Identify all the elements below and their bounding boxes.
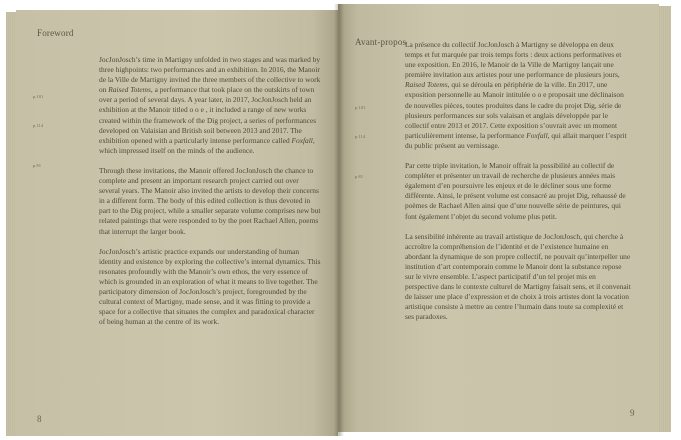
paragraph: JocJonJosch’s time in Martigny unfolded in two stages and was marked by three highpoints: two performances and an exhibition. In 2016, the Manoir de la Ville de Martigny invited the three members of the collective to work on Raised Totems, a performance that took place on the outskirts of town over a period of several days. A year later, in 2017, JocJonJosch held an exhibition at the Manoir titled o o e , it included a range of new works created within the framework of the Dig project, a series of performances developed on Valaisian and British soil between 2013 and 2017. The exhibition opened with a particularly intense performance called Foxfall, which impressed itself on the minds of the audience. — [99, 55, 321, 155]
page-heading: Avant-propos — [355, 37, 407, 47]
margin-note: p.101 — [33, 94, 44, 99]
margin-note: p.101 — [355, 105, 366, 110]
paragraph: Through these invitations, the Manoir offered JocJonJosch the chance to complete and present an important research project carried out over several years. The Manoir also invited the artists to develop their concerns in a different form. The body of this edited collection is thus devoted in part to the Dig project, while a smaller separate volume comprises new but related paintings that were responded to by the poet Rachael Allen, poems that interrupt the larger book. — [99, 165, 321, 236]
body-text — [405, 40, 631, 332]
margin-note: p.114 — [355, 134, 366, 139]
right-page — [338, 4, 659, 432]
paragraph: La présence du collectif JocJonJosch à Martigny se développa en deux temps et fut marquée par trois temps forts : deux actions performatives et une exposition. En 2016, le Manoir de la Ville de Martigny lançait une première invitation aux artistes pour une performance de plusieurs jours, Raised Totems, qui se déroula en périphérie de la ville. En 2017, une exposition personnelle au Manoir intitulée o o e proposait une déclinaison de nouvelles pièces, toutes produites dans le cadre du projet Dig, série de plusieurs performances sur sols valaisan et anglais développée par le collectif entre 2013 et 2017. Cette exposition s’ouvrait avec un moment particulièrement intense, la performance Foxfall, qui allait marquer l’esprit du public présent au vernissage. — [405, 40, 627, 150]
left-page — [16, 10, 338, 436]
book-gutter — [334, 4, 344, 436]
page-number: 8 — [37, 414, 42, 424]
page-heading: Foreword — [37, 28, 74, 38]
paragraph: JocJonJosch’s artistic practice expands our understanding of human identity and existence by exploring the collective’s internal dynamics. This resonates profoundly with the Manoir’s own ethos, the very essence of which is grounded in an exploration of what it means to live together. The participatory dimension of JocJonJosch’s project, foregrounded by the cultural context of Martigny, made sense, and it was fitting to provide a space for a collective that situates the complex and paradoxical character of being human at the centre of its work. — [99, 246, 321, 327]
margin-note: p.114 — [33, 123, 44, 128]
margin-note: p.81 — [355, 174, 364, 179]
body-text — [99, 55, 321, 337]
page-number: 9 — [630, 408, 635, 418]
margin-note: p.81 — [33, 163, 42, 168]
paragraph: La sensibilité inhérente au travail artistique de JocJonJosch, qui cherche à accroître la compréhension de l’identité et de l’existence humaine en abordant la dynamique de son propre collectif, ne pouvait qu’interpeller une institution d’art contemporain comme le Manoir dont la substance repose sur le vivre ensemble. L’aspect participatif d’un tel projet mis en perspective dans le contexte culturel de Martigny faisait sens, et il convenait de laisser une place d’expression et de choix à trois artistes dont la vocation artistique consiste à mettre au centre l’humain dans toute sa complexité et ses paradoxes. — [405, 231, 631, 322]
paragraph: Par cette triple invitation, le Manoir offrait la possibilité au collectif de compléter et présenter un travail de recherche de plusieurs années mais également d’en poursuivre les enjeux et de le décliner sous une forme différente. Ainsi, le présent volume est consacré au projet Dig, rehaussé de poèmes de Rachael Allen ainsi que d’une nouvelle série de peintures, qui font également l’objet du second volume plus petit. — [405, 161, 626, 221]
